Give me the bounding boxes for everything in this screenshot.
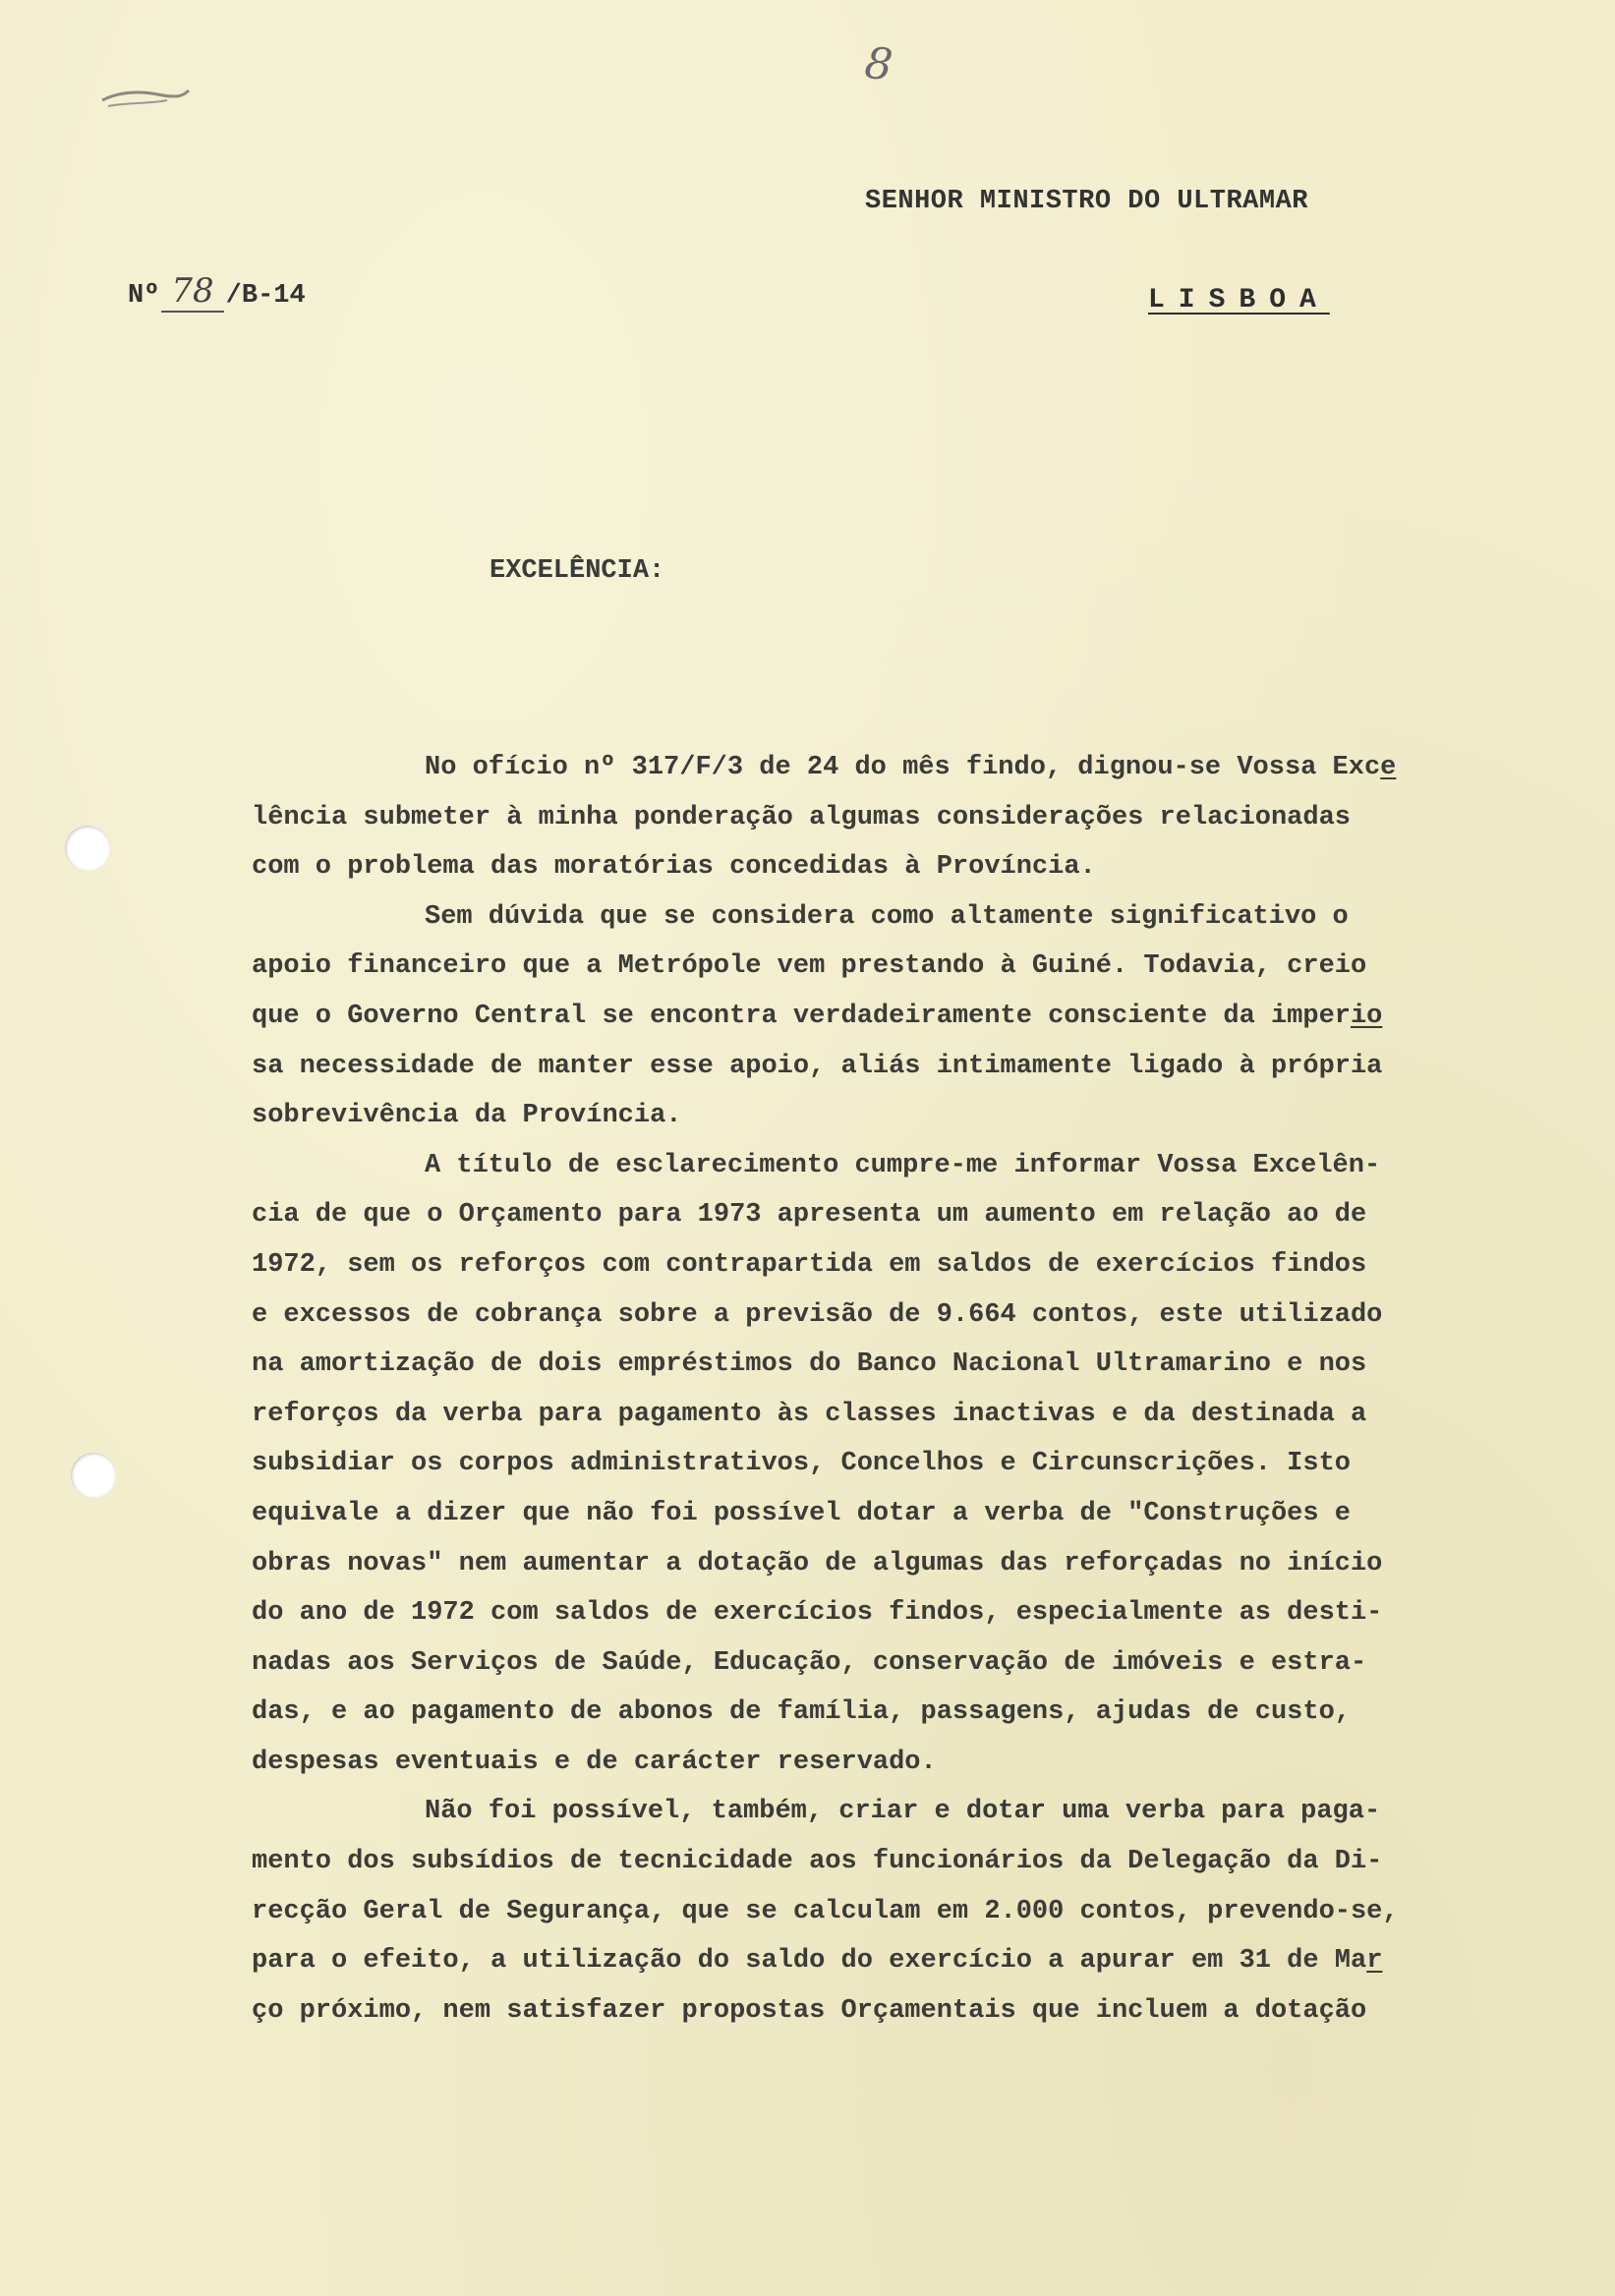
body-line: Não foi possível, também, criar e dotar uma verba para paga- [425,1797,1381,1827]
reference-number [128,271,306,313]
body-line: A título de esclarecimento cumpre-me informar Vossa Excelên- [425,1150,1381,1180]
body-line: na amortização de dois empréstimos do Banco Nacional Ultramarino e nos [252,1349,1367,1380]
city: LISBOA [1148,285,1330,316]
body-line: despesas eventuais e de carácter reservado. [252,1747,937,1777]
body-line: obras novas" nem aumentar a dotação de algumas das reforçadas no início [252,1548,1383,1578]
body-line: das, e ao pagamento de abonos de família, passagens, ajudas de custo, [252,1697,1351,1728]
body-line: mento dos subsídios de tecnicidade aos funcionários da Delegação da Di- [252,1847,1383,1877]
body-line: 1972, sem os reforços com contrapartida em saldos de exercícios findos [252,1249,1367,1280]
letter-body [252,743,1529,2036]
body-line: recção Geral de Segurança, que se calculam em 2.000 contos, prevendo-se, [252,1896,1399,1926]
body-line: sobrevivência da Província. [252,1101,682,1131]
body-line: apoio financeiro que a Metrópole vem prestando à Guiné. Todavia, creio [252,951,1367,982]
body-line: No ofício nº 317/F/3 de 24 do mês findo, dignou-se Vossa Exce [425,753,1397,782]
body-line: ço próximo, nem satisfazer propostas Orçamentais que incluem a dotação [252,1995,1367,2026]
body-line: do ano de 1972 com saldos de exercícios findos, especialmente as desti- [252,1598,1383,1629]
reference-suffix: /B-14 [225,281,306,311]
reference-handwritten-number: 78 [161,271,223,313]
reference-prefix: Nº [128,281,160,311]
body-line: reforços da verba para pagamento às classes inactivas e da destinada a [252,1399,1367,1429]
body-line: nadas aos Serviços de Saúde, Educação, conservação de imóveis e estra- [252,1647,1367,1678]
body-line: equivale a dizer que não foi possível dotar a verba de "Construções e [252,1498,1351,1528]
body-line: Sem dúvida que se considera como altamente significativo o [425,901,1349,932]
body-line: lência submeter à minha ponderação algumas considerações relacionadas [252,802,1351,832]
punch-hole [65,826,110,871]
handwritten-page-number: 8 [862,37,895,91]
body-line: que o Governo Central se encontra verdadeiramente consciente da imperio [252,1001,1383,1031]
body-line: subsidiar os corpos administrativos, Concelhos e Circunscrições. Isto [252,1449,1351,1479]
body-line: com o problema das moratórias concedidas à Província. [252,852,1096,883]
ink-smudge-mark [98,83,193,110]
punch-hole [71,1453,116,1498]
body-line: e excessos de cobrança sobre a previsão de 9.664 contos, este utilizado [252,1299,1383,1330]
addressee: SENHOR MINISTRO DO ULTRAMAR [865,187,1308,216]
salutation: EXCELÊNCIA: [490,556,665,586]
body-line: para o efeito, a utilização do saldo do exercício a apurar em 31 de Mar [252,1946,1383,1977]
body-line: cia de que o Orçamento para 1973 apresenta um aumento em relação ao de [252,1200,1367,1231]
body-line: sa necessidade de manter esse apoio, aliás intimamente ligado à própria [252,1051,1383,1081]
